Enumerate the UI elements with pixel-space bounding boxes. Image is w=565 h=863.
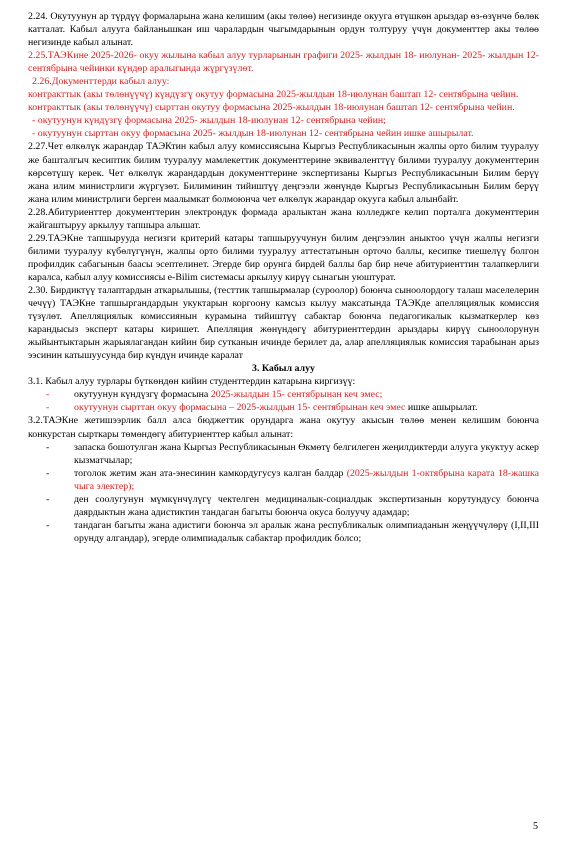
list-3-2	[28, 441, 539, 545]
list-dash: -	[46, 402, 50, 414]
list-item-text: тоголок жетим жан ата-энесинин камкордугусуз калган балдар	[74, 467, 347, 479]
list-item	[28, 388, 539, 401]
list-dash: -	[46, 519, 50, 531]
paragraph-2-26-distance: - окутуунун сырттан окуу формасына 2025- жылдын 18-июлунан 12- сентябрына чейин ишке ашырылат.	[32, 128, 474, 140]
list-item	[28, 493, 539, 519]
paragraph-2-26-title: 2.26.Документтерди кабыл алуу:	[32, 76, 170, 88]
list-dash: -	[46, 389, 50, 401]
list-item-text: запаска бошотулган жана Кыргыз Республикасынын Өкмөтү белгилеген жеңилдиктерди алууга укуктуу аскер кызматчылар;	[74, 441, 539, 466]
paragraph-3-1: 3.1. Кабыл алуу турлары бүткөндөн кийин студенттердин катарына киргизүү:	[28, 376, 356, 388]
page-number: 5	[533, 821, 538, 832]
paragraph-2-29: 2.29.ТАЭКне тапшырууда негизги критерий катары тапшыруучунун билим деңгээлин аныктоо үчүн жалпы негизги билими тууралуу күбөлүгүнүн, жалпы орто билими тууралуу аттестатынын орточо баллы, кесипке тиешелүү болгон профилдик сабагынын баасы эсептелинет. Эгерде бир орунга бирдей баллы бар бир нече абитуриенттин талапкерлиги каралса, кабыл алуу комиссиясы e-Bilim системасы аркылуу кирүү сынагын уюштурат.	[28, 232, 539, 283]
paragraph-2-26-contract-fulltime: контракттык (акы төлөнүүчү) күндүзгү окутуу формасына 2025-жылдын 18-июлунан баштап 12- сентябрына чейин.	[28, 89, 519, 101]
list-item-highlight: 2025-жылдын 15- сентябрынан кеч эмес;	[210, 389, 383, 401]
paragraph-2-27: 2.27.Чет өлкөлүк жарандар ТАЭКтин кабыл алуу комиссиясына Кыргыз Республикасынын жалпы орто билим тууралуу же башталгыч кесиптик билим тууралуу мамлекеттик документтерине эквиваленттүү билими тууралуу документтерин көрсөтүшү керек. Чет өлкөлүк жарандардын документтерине экспертизаны Кыргыз Республикасынын Билим берүү жана илим министрлиги жүргүзөт. Билиминин тийиштүү деңгээли жөнүндө Кыргыз Республикасынын Билим берүү жана илим министрлиги берген маалымкат болмоюнча чет өлкөлүк жарандар окууга кабыл алынбайт.	[28, 141, 539, 205]
list-item	[28, 441, 539, 467]
list-item-text: ден соолугунун мүмкүнчүлүгү чектелген медициналык-социалдык экспертизанын корутундусу боюнча даярдыктын жана адистиктин тандаган багыты боюнча окуса болуучу адамдар;	[74, 493, 539, 518]
list-item	[28, 467, 539, 493]
list-dash: -	[46, 467, 50, 479]
list-item	[28, 401, 539, 414]
paragraph-2-28: 2.28.Абитуриенттер документтерин электрондук формада аралыктан жана колледжге келип порталга документтерин жайгаштыруу аркылуу тапшыра алышат.	[28, 206, 539, 231]
list-item-text: тандаган багыты жана адистиги боюнча эл аралык жана республикалык олимпиаданын жеңүүчүлөрү (I,II,III орунду алгандар), эгерде олимпиадалык сабактар профилдик болсо;	[74, 519, 539, 544]
paragraph-2-26-fulltime: - окутуунун күндүзгү формасына 2025- жылдын 18-июлунан 12- сентябрына чейин;	[32, 115, 386, 127]
paragraph-2-26-contract-distance: контракттык (акы төлөнүүчү) сырттан окутуу формасына 2025-жылдын 18-июлунан баштап 12- сентябрына чейин.	[28, 102, 515, 114]
list-item-highlight: окутуунун сырттан окуу формасына – 2025-жылдын 15- сентябрынан кеч эмес	[74, 402, 406, 414]
list-3-1	[28, 388, 539, 414]
paragraph-2-24: 2.24. Окутуунун ар түрдүү формаларына жана келишим (акы төлөө) негизинде окууга өтүшкөн арыздар өз-өзүнчө бөлөк катталат. Кабыл алууга байланышкан иш чаралардын чыгымдарынын ордун толтуруу үчүн документтер акы төлөө негизинде кабыл алынат.	[28, 11, 539, 49]
list-item-tail: ишке ашырылат.	[405, 402, 478, 414]
list-item-text: окутуунун күндүзгү формасына	[74, 389, 211, 401]
list-dash: -	[46, 441, 50, 453]
paragraph-3-2: 3.2.ТАЭКне жетишээрлик балл алса бюджеттик орундарга жана окутуу акысын төлөө менен келишим боюнча конкурстан сырткары төмөндөгү абитуриенттер кабыл алынат:	[28, 415, 539, 440]
list-item	[28, 519, 539, 545]
paragraph-2-25: 2.25.ТАЭКине 2025-2026- окуу жылына кабыл алуу турларынын графиги 2025- жылдын 18- июлунан- 2025- жылдын 12- сентябрына чейинки күндөр аралыгында жүргүзүлөт.	[28, 50, 539, 75]
section-3-title: 3. Кабыл алуу	[252, 363, 315, 375]
list-item-highlight: (2025-жылдын 1-октябрына карата 18-жашка чыга электер);	[74, 467, 539, 492]
list-dash: -	[46, 493, 50, 505]
paragraph-2-30: 2.30. Бирдиктүү талаптардын аткарылышы, (тесттик тапшырмалар (суроолор) боюнча сыноолордогу талаш маселелерин чечүү) ТАЭКне тапшыргандардын укуктарын коргоону камсыз кылуу максатында ТАЭКде апелляциялык комиссия түзүлөт. Апелляциялык комиссиянын курамына тийиштүү сабактар боюнча педагогикалык кызматкерлер көз карандысыз эксперт катары киришет. Апелляция жөнүндөгү абитуриенттердин арыздары кирүү сыноолорунун жыйынтыктарын жарыялагандан кийин бир сутканын ичинде берилет да, алар апелляциялык комиссия тарабынан арыз ээсинин катышуусунда бир күндүн ичинде каралат	[28, 284, 539, 362]
